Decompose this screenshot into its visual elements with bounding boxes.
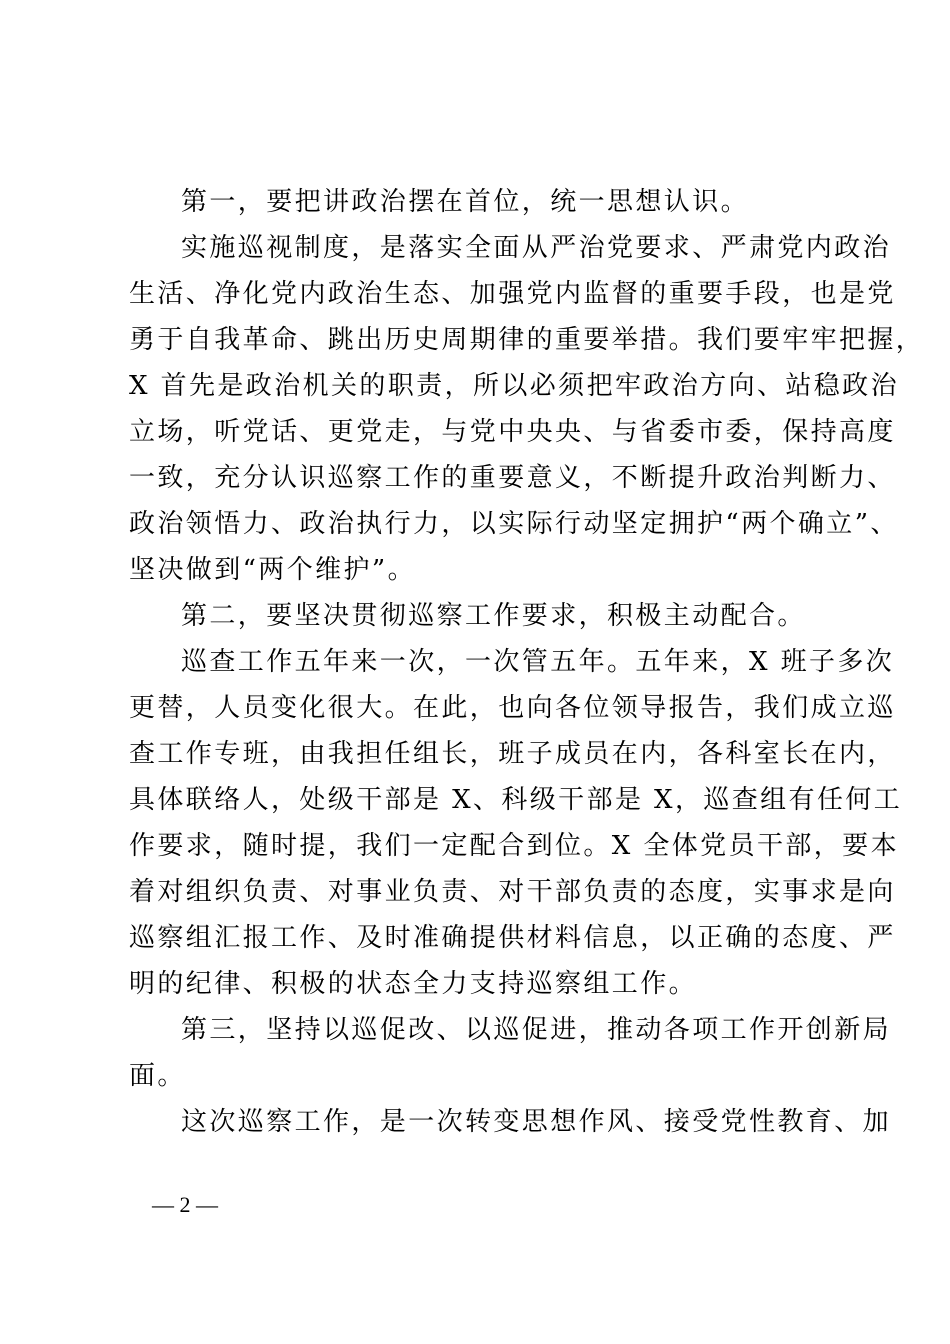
heading-third-continued: 面。 (129, 1061, 186, 1091)
heading-third: 第三，坚持以巡促改、以巡促进，推动各项工作开创新局 (181, 1015, 892, 1045)
paragraph-line: 立场，听党话、更党走，与党中央央、与省委市委，保持高度 (129, 417, 896, 447)
heading-first: 第一，要把讲政治摆在首位，统一思想认识。 (181, 187, 750, 217)
paragraph-line: 一致，充分认识巡察工作的重要意义，不断提升政治判断力、 (129, 463, 896, 493)
paragraph-line: 更替，人员变化很大。在此，也向各位领导报告，我们成立巡 (129, 693, 896, 723)
paragraph-line: 巡察组汇报工作、及时准确提供材料信息，以正确的态度、严 (129, 923, 896, 953)
paragraph-line: 生活、净化党内政治生态、加强党内监督的重要手段，也是党 (129, 279, 896, 309)
paragraph-line: 实施巡视制度，是落实全面从严治党要求、严肃党内政治 (181, 233, 892, 263)
heading-second: 第二，要坚决贯彻巡察工作要求，积极主动配合。 (181, 601, 806, 631)
paragraph-line: 这次巡察工作，是一次转变思想作风、接受党性教育、加 (181, 1107, 892, 1137)
paragraph-line: 勇于自我革命、跳出历史周期律的重要举措。我们要牢牢把握， (129, 325, 925, 355)
page-number: — 2 — (152, 1192, 218, 1217)
paragraph-line: 作要求，随时提，我们一定配合到位。X 全体党员干部，要本 (129, 831, 899, 861)
paragraph-line: X 首先是政治机关的职责，所以必须把牢政治方向、站稳政治 (129, 371, 899, 401)
paragraph-line: 具体联络人，处级干部是 X、科级干部是 X，巡查组有任何工 (129, 785, 903, 815)
paragraph-line: 巡查工作五年来一次，一次管五年。五年来，X 班子多次 (181, 647, 895, 677)
paragraph-line: 坚决做到“两个维护”。 (129, 555, 416, 585)
paragraph-line: 着对组织负责、对事业负责、对干部负责的态度，实事求是向 (129, 877, 896, 907)
paragraph-line: 查工作专班，由我担任组长，班子成员在内，各科室长在内， (129, 739, 896, 769)
paragraph-line: 明的纪律、积极的状态全力支持巡察组工作。 (129, 969, 698, 999)
paragraph-line: 政治领悟力、政治执行力，以实际行动坚定拥护“两个确立”、 (129, 509, 899, 539)
